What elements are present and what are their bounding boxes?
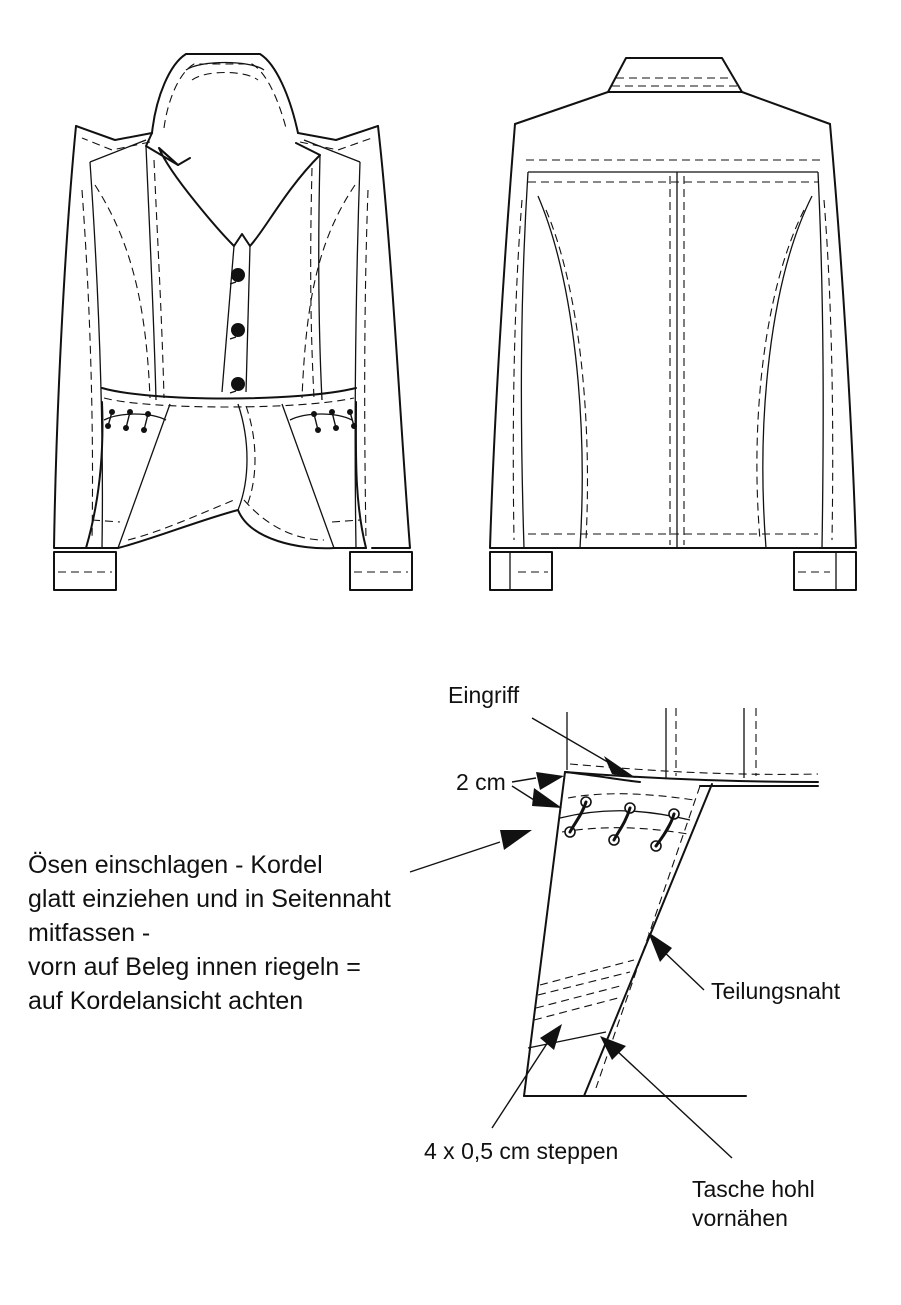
instruction-line: auf Kordelansicht achten: [28, 987, 304, 1015]
label-teilungsnaht: Teilungsnaht: [711, 978, 841, 1004]
instruction-line: Ösen einschlagen - Kordel: [28, 851, 323, 879]
jacket-back-view: [490, 58, 856, 590]
label-steppen: 4 x 0,5 cm steppen: [424, 1138, 619, 1164]
instruction-line: glatt einziehen und in Seitennaht: [28, 885, 391, 913]
label-eingriff: Eingriff: [448, 682, 520, 708]
label-tasche-line2: vornähen: [692, 1205, 788, 1231]
instruction-line: vorn auf Beleg innen riegeln =: [28, 953, 361, 981]
label-tasche-line1: Tasche hohl: [692, 1176, 815, 1202]
instruction-note: [28, 851, 391, 1015]
instruction-line: mitfassen -: [28, 919, 151, 947]
label-two-cm: 2 cm: [456, 769, 506, 795]
jacket-front-view: [54, 54, 412, 590]
